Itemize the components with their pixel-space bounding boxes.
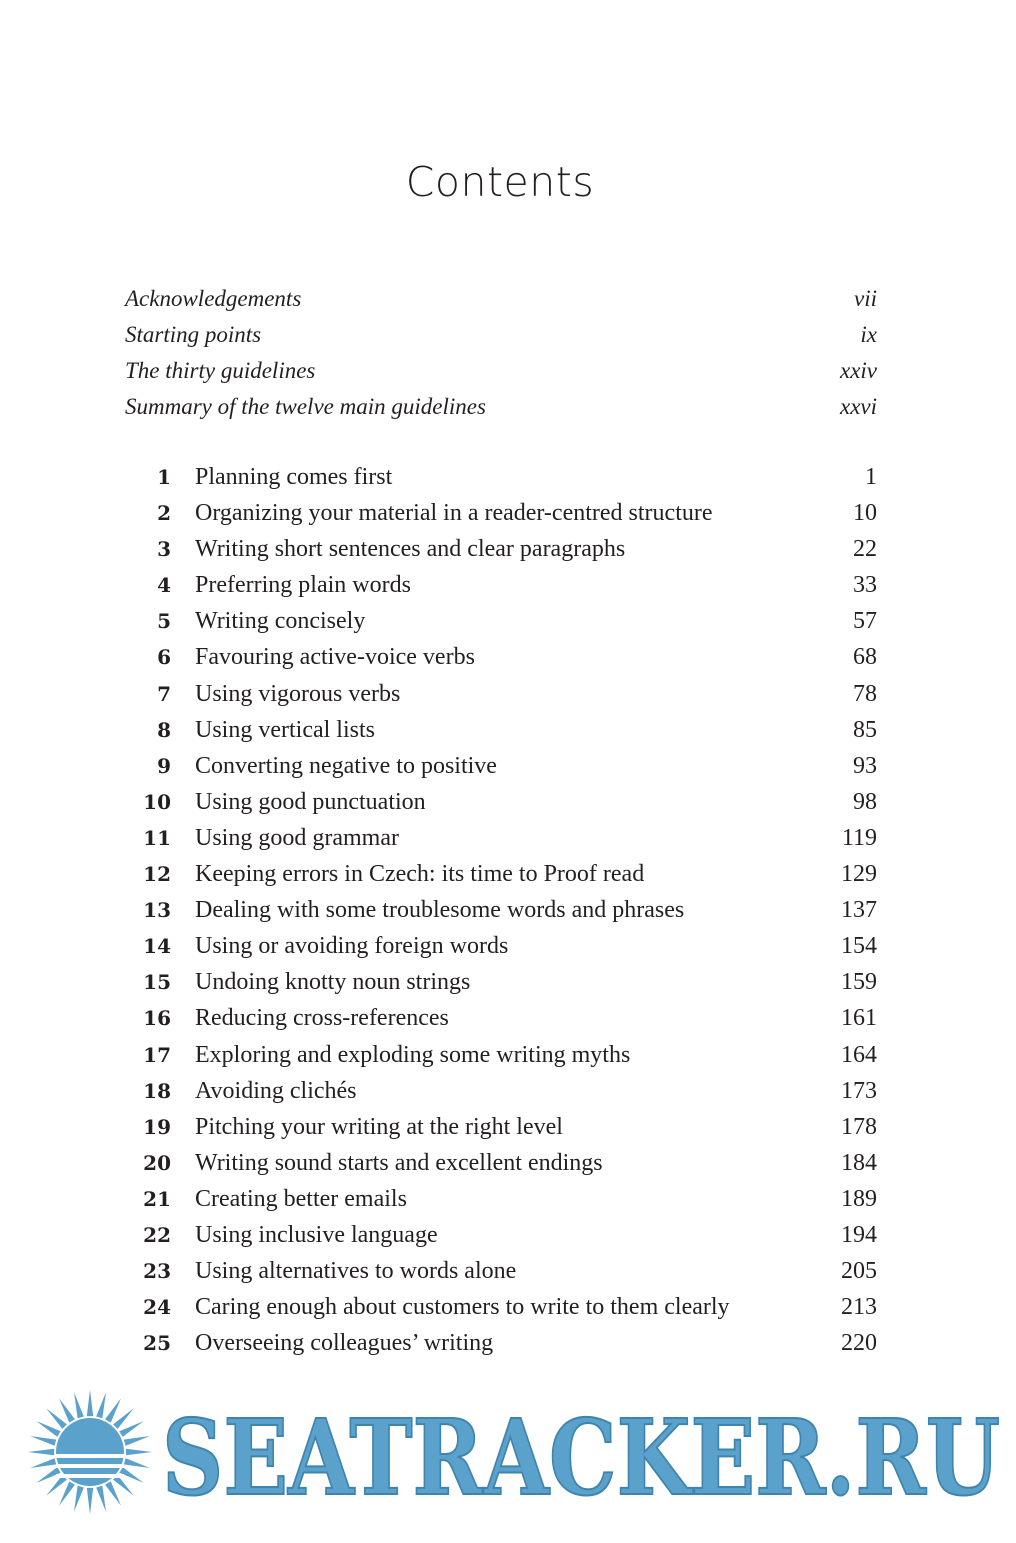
front-matter-list — [125, 281, 877, 425]
chapter-number: 18 — [143, 1078, 171, 1103]
watermark — [0, 1390, 1016, 1520]
front-matter-page: vii — [854, 286, 877, 311]
chapter-number: 5 — [157, 609, 171, 634]
chapter-number: 2 — [157, 501, 171, 526]
chapter-row — [125, 784, 877, 820]
page-title: Contents — [405, 158, 595, 206]
chapter-number: 16 — [143, 1006, 171, 1031]
chapter-row — [125, 639, 877, 675]
chapter-row — [125, 1145, 877, 1181]
chapter-row — [125, 1000, 877, 1036]
front-matter-row — [125, 353, 877, 389]
chapter-page: 129 — [841, 861, 877, 888]
chapter-row — [125, 1037, 877, 1073]
chapter-page: 159 — [841, 969, 877, 996]
chapter-page: 220 — [841, 1330, 877, 1357]
chapter-title: Organizing your material in a reader-centred structure — [195, 500, 713, 527]
chapter-number: 8 — [157, 717, 171, 742]
chapter-title: Exploring and exploding some writing myths — [195, 1041, 631, 1068]
front-matter-title: Acknowledgements — [125, 286, 302, 311]
chapter-row — [125, 856, 877, 892]
chapter-page: 154 — [841, 933, 877, 960]
chapter-title: Creating better emails — [195, 1185, 407, 1212]
chapter-row — [125, 567, 877, 603]
chapter-number: 3 — [157, 537, 171, 562]
front-matter-page: xxiv — [839, 358, 877, 383]
chapter-title: Writing concisely — [195, 608, 366, 635]
chapter-page: 164 — [841, 1041, 877, 1068]
chapter-row — [125, 1181, 877, 1217]
chapter-row — [125, 712, 877, 748]
chapter-row — [125, 459, 877, 495]
chapter-number: 6 — [157, 645, 171, 670]
chapter-row — [125, 1109, 877, 1145]
chapter-number: 19 — [143, 1114, 171, 1139]
chapter-title: Dealing with some troublesome words and phrases — [195, 897, 685, 924]
chapter-title: Writing short sentences and clear paragraphs — [195, 536, 626, 563]
chapter-page: 78 — [853, 680, 877, 707]
chapter-title: Converting negative to positive — [195, 752, 497, 779]
chapter-row — [125, 676, 877, 712]
chapter-page: 1 — [865, 464, 877, 490]
chapter-number: 1 — [157, 465, 171, 489]
chapter-title: Using good grammar — [195, 824, 399, 851]
front-matter-title: Starting points — [125, 322, 262, 347]
front-matter-page: xxvi — [839, 394, 877, 419]
chapter-row — [125, 892, 877, 928]
chapter-number: 25 — [143, 1331, 171, 1356]
chapter-title: Using vigorous verbs — [195, 680, 401, 707]
chapter-page: 161 — [841, 1005, 877, 1032]
front-matter-page: ix — [860, 322, 877, 347]
chapter-number: 15 — [143, 970, 171, 995]
chapter-title: Using or avoiding foreign words — [195, 933, 509, 960]
chapter-page: 85 — [853, 716, 877, 743]
chapter-row — [125, 495, 877, 531]
chapter-title: Writing sound starts and excellent endings — [195, 1149, 603, 1176]
chapter-page: 68 — [853, 644, 877, 671]
chapter-number: 11 — [143, 825, 171, 850]
chapter-title: Undoing knotty noun strings — [195, 969, 471, 996]
chapter-number: 23 — [143, 1259, 171, 1284]
chapter-number: 20 — [143, 1150, 171, 1175]
front-matter-row — [125, 317, 877, 353]
front-matter-title: The thirty guidelines — [125, 358, 316, 383]
chapter-row — [125, 1289, 877, 1325]
chapter-page: 205 — [841, 1258, 877, 1285]
sun-icon — [28, 1390, 152, 1514]
chapter-row — [125, 820, 877, 856]
chapter-title: Pitching your writing at the right level — [195, 1113, 563, 1140]
chapter-page: 178 — [841, 1113, 877, 1140]
chapter-title: Using good punctuation — [195, 788, 426, 815]
chapter-number: 22 — [143, 1222, 171, 1247]
chapter-title: Keeping errors in Czech: its time to Proof read — [195, 861, 645, 888]
chapter-number: 9 — [157, 753, 171, 778]
chapter-title: Caring enough about customers to write to them clearly — [195, 1294, 730, 1321]
chapter-page: 22 — [853, 536, 877, 563]
chapter-row — [125, 1253, 877, 1289]
chapter-title: Reducing cross-references — [195, 1005, 449, 1032]
chapter-number: 17 — [143, 1042, 171, 1067]
chapter-list — [125, 459, 877, 1361]
front-matter-row — [125, 281, 877, 317]
chapter-number: 12 — [143, 862, 171, 887]
chapter-title: Using inclusive language — [195, 1221, 438, 1248]
chapter-page: 98 — [853, 788, 877, 815]
chapter-number: 24 — [143, 1295, 171, 1320]
chapter-page: 10 — [853, 500, 877, 527]
chapter-page: 93 — [853, 752, 877, 779]
chapter-page: 184 — [841, 1149, 877, 1176]
chapter-title: Avoiding clichés — [195, 1077, 357, 1104]
chapter-number: 4 — [157, 573, 171, 598]
chapter-number: 7 — [157, 681, 171, 706]
chapter-page: 33 — [853, 572, 877, 599]
chapter-number: 14 — [143, 934, 171, 959]
chapter-row — [125, 531, 877, 567]
chapter-row — [125, 748, 877, 784]
front-matter-title: Summary of the twelve main guidelines — [125, 394, 486, 419]
chapter-title: Overseeing colleagues’ writing — [195, 1330, 494, 1357]
chapter-title: Favouring active-voice verbs — [195, 644, 475, 671]
chapter-row — [125, 1217, 877, 1253]
chapter-title: Using vertical lists — [195, 716, 375, 743]
chapter-page: 173 — [841, 1077, 877, 1104]
front-matter-row — [125, 389, 877, 425]
chapter-row — [125, 1073, 877, 1109]
chapter-page: 189 — [841, 1185, 877, 1212]
chapter-title: Planning comes first — [195, 464, 393, 490]
chapter-page: 137 — [841, 897, 877, 924]
chapter-number: 21 — [143, 1186, 171, 1211]
chapter-title: Using alternatives to words alone — [195, 1258, 517, 1285]
chapter-page: 57 — [853, 608, 877, 635]
chapter-number: 10 — [143, 789, 171, 814]
chapter-number: 13 — [143, 898, 171, 923]
chapter-page: 194 — [841, 1221, 877, 1248]
chapter-row — [125, 928, 877, 964]
chapter-title: Preferring plain words — [195, 572, 411, 599]
watermark-text: SEATRACKER.RU — [162, 1396, 1000, 1519]
chapter-row — [125, 1325, 877, 1361]
chapter-page: 119 — [841, 824, 877, 851]
chapter-page: 213 — [841, 1294, 877, 1321]
chapter-row — [125, 603, 877, 639]
chapter-row — [125, 964, 877, 1000]
